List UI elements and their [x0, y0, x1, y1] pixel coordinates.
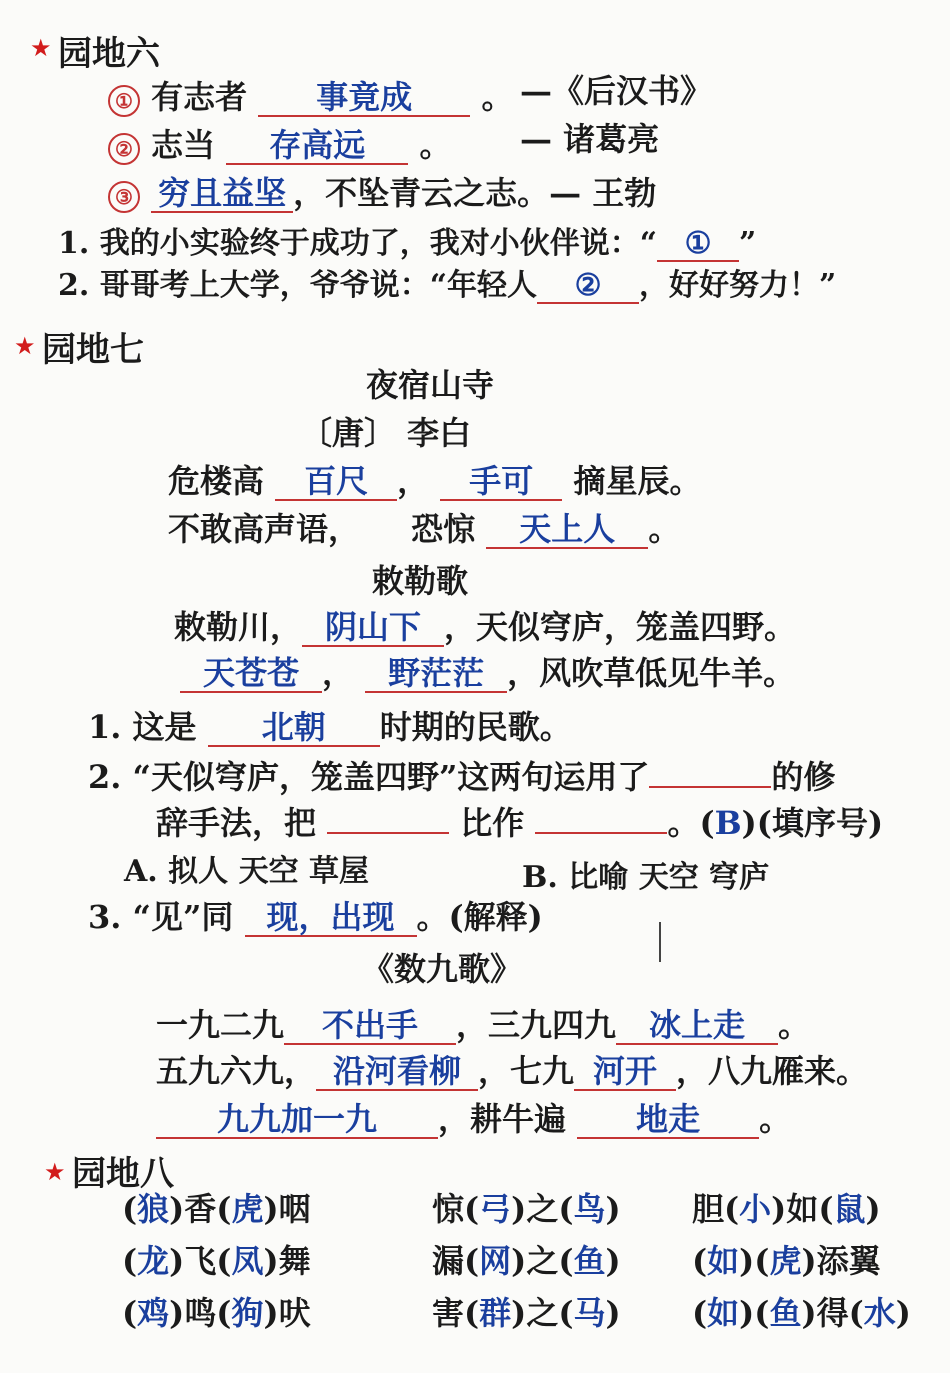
idiom-text: ( [122, 1190, 138, 1228]
idiom-text: 胆( [692, 1190, 740, 1228]
idiom-answer: 如 [707, 1294, 740, 1332]
idiom-text: )舞 [263, 1242, 311, 1280]
idiom-text: ( [122, 1294, 138, 1332]
poem-title-1: 夜宿山寺 [366, 366, 495, 404]
idiom-text: 惊( [432, 1190, 480, 1228]
idiom-text: )咽 [263, 1190, 311, 1228]
idiom-item [432, 1236, 621, 1282]
idiom-answer: 网 [479, 1242, 512, 1280]
idiom-text: ( [692, 1242, 708, 1280]
idiom-text: )飞( [169, 1242, 232, 1280]
answer-blank: 沿河看柳 [316, 1054, 478, 1091]
answer-blank-empty [327, 832, 449, 834]
idiom-answer: 鱼 [769, 1294, 802, 1332]
idiom-answer: 群 [479, 1294, 512, 1332]
answer-blank: 阴山下 [302, 610, 444, 647]
section-heading-7: 园地七 [42, 330, 144, 370]
idiom-text: )( [739, 1294, 770, 1332]
idiom-item [122, 1288, 311, 1334]
idiom-item [692, 1184, 881, 1230]
idiom-answer: 小 [739, 1190, 772, 1228]
poem-title-2: 敕勒歌 [372, 562, 469, 600]
poem2-line2: 天苍苍 ， 野茫茫 ，风吹草低见牛羊。 [180, 648, 795, 694]
idiom-text: )得( [801, 1294, 864, 1332]
answer-blank: 天上人 [486, 512, 648, 549]
idiom-answer: 鸡 [137, 1294, 170, 1332]
section-heading-8: 园地八 [72, 1154, 174, 1194]
answer-blank: ② [537, 269, 639, 304]
idiom-answer: 弓 [479, 1190, 512, 1228]
idiom-text: ) [865, 1190, 881, 1228]
idiom-text: ( [692, 1294, 708, 1332]
idiom-text: ) [895, 1294, 911, 1332]
poem1-line2: 不敢高声语， 恐惊 天上人 。 [168, 510, 681, 548]
idiom-text: )香( [169, 1190, 232, 1228]
poem3-line2: 五九六九， 沿河看柳 ，七九 河开 ，八九雁来。 [156, 1052, 869, 1090]
idiom-item [692, 1236, 881, 1282]
idiom-item [432, 1184, 621, 1230]
s6-q3: ③ 穷且益坚 ，不坠青云之志。— 王勃 [108, 168, 656, 214]
answer-blank: 手可 [440, 464, 562, 501]
idiom-text: )之( [511, 1294, 574, 1332]
idiom-answer: 狗 [231, 1294, 264, 1332]
idiom-text: ) [605, 1242, 621, 1280]
s7-q2-line1: 2. “天似穹庐，笼盖四野”这两句运用了 的修 [88, 758, 836, 796]
answer-blank: 事竟成 [258, 80, 470, 117]
s6-q1-source: —《后汉书》 [520, 72, 713, 110]
idiom-item [122, 1236, 311, 1282]
s6-q2-source: — 诸葛亮 [520, 120, 660, 158]
idiom-item [692, 1288, 911, 1334]
answer-blank: 现，出现 [245, 900, 417, 937]
idiom-text: ) [605, 1294, 621, 1332]
idiom-answer: 虎 [769, 1242, 802, 1280]
s7-q2-option-a: A. 拟人 天空 草屋 [124, 854, 370, 889]
idiom-item [432, 1288, 621, 1334]
s6-exercise-1: 1. 我的小实验终于成功了，我对小伙伴说：“ ① ” [58, 226, 757, 261]
idiom-answer: 鸟 [573, 1190, 606, 1228]
idiom-answer: 虎 [231, 1190, 264, 1228]
star-icon: ★ [44, 1158, 66, 1186]
answer-blank: 百尺 [275, 464, 397, 501]
s7-q1: 1. 这是 北朝 时期的民歌。 [88, 708, 572, 746]
star-icon: ★ [14, 332, 36, 360]
answer-blank: 北朝 [208, 710, 380, 747]
answer-blank: 天苍苍 [180, 656, 322, 693]
s7-q2-line2: 辞手法，把 比作 。(B)(填序号) [156, 804, 884, 842]
idiom-text: )之( [511, 1242, 574, 1280]
answer-blank: 九九加一九 [156, 1102, 438, 1139]
divider-line [659, 922, 661, 962]
answer-blank-empty [535, 832, 667, 834]
poem3-line3: 九九加一九 ，耕牛遍 地走 。 [156, 1094, 791, 1140]
answer-blank: 野茫茫 [365, 656, 507, 693]
idiom-answer: 凤 [231, 1242, 264, 1280]
poem-title-3: 《数九歌》 [362, 950, 523, 988]
idiom-answer: 龙 [137, 1242, 170, 1280]
answer-blank: 穷且益坚 [151, 176, 293, 213]
answer-blank: 存高远 [226, 128, 408, 165]
idiom-text: )吠 [263, 1294, 311, 1332]
idiom-text: )如( [771, 1190, 834, 1228]
idiom-answer: 马 [573, 1294, 606, 1332]
answer-blank: 不出手 [284, 1008, 456, 1045]
idiom-text: 漏( [432, 1242, 480, 1280]
circled-number-3: ③ [108, 181, 140, 213]
poem2-line1: 敕勒川， 阴山下 ，天似穹庐，笼盖四野。 [174, 608, 797, 646]
star-icon: ★ [30, 34, 52, 62]
s6-q2: ② 志当 存高远 。 [108, 120, 451, 166]
section-heading-6: 园地六 [58, 34, 160, 74]
idiom-text: 害( [432, 1294, 480, 1332]
idiom-text: )添翼 [801, 1242, 881, 1280]
idiom-answer: 鱼 [573, 1242, 606, 1280]
circled-number-2: ② [108, 133, 140, 165]
idiom-answer: 水 [863, 1294, 896, 1332]
idiom-text: ( [122, 1242, 138, 1280]
idiom-answer: 狼 [137, 1190, 170, 1228]
poem-author-1: 〔唐〕 李白 [300, 414, 472, 452]
idiom-text: )之( [511, 1190, 574, 1228]
answer-blank: 地走 [577, 1102, 759, 1139]
s7-q2-option-b: B. 比喻 天空 穹庐 [522, 860, 770, 895]
answer-choice: B [714, 804, 742, 842]
answer-blank: 冰上走 [616, 1008, 778, 1045]
idiom-text: ) [605, 1190, 621, 1228]
idiom-answer: 鼠 [833, 1190, 866, 1228]
idiom-text: )( [739, 1242, 770, 1280]
idiom-item [122, 1184, 311, 1230]
idiom-answer: 如 [707, 1242, 740, 1280]
poem3-line1: 一九二九 不出手 ，三九四九 冰上走 。 [156, 1006, 811, 1044]
answer-blank-empty [649, 786, 771, 788]
s6-q1: ① 有志者 事竟成 。 [108, 72, 513, 118]
idiom-text: )鸣( [169, 1294, 232, 1332]
poem1-line1: 危楼高 百尺 ， 手可 摘星辰。 [168, 462, 702, 500]
answer-blank: ① [657, 227, 739, 262]
s7-q3: 3. “见”同 现，出现 。(解释) [88, 898, 543, 936]
circled-number-1: ① [108, 85, 140, 117]
answer-blank: 河开 [574, 1054, 676, 1091]
s6-exercise-2: 2. 哥哥考上大学，爷爷说：“年轻人 ② ，好好努力！” [58, 268, 837, 303]
